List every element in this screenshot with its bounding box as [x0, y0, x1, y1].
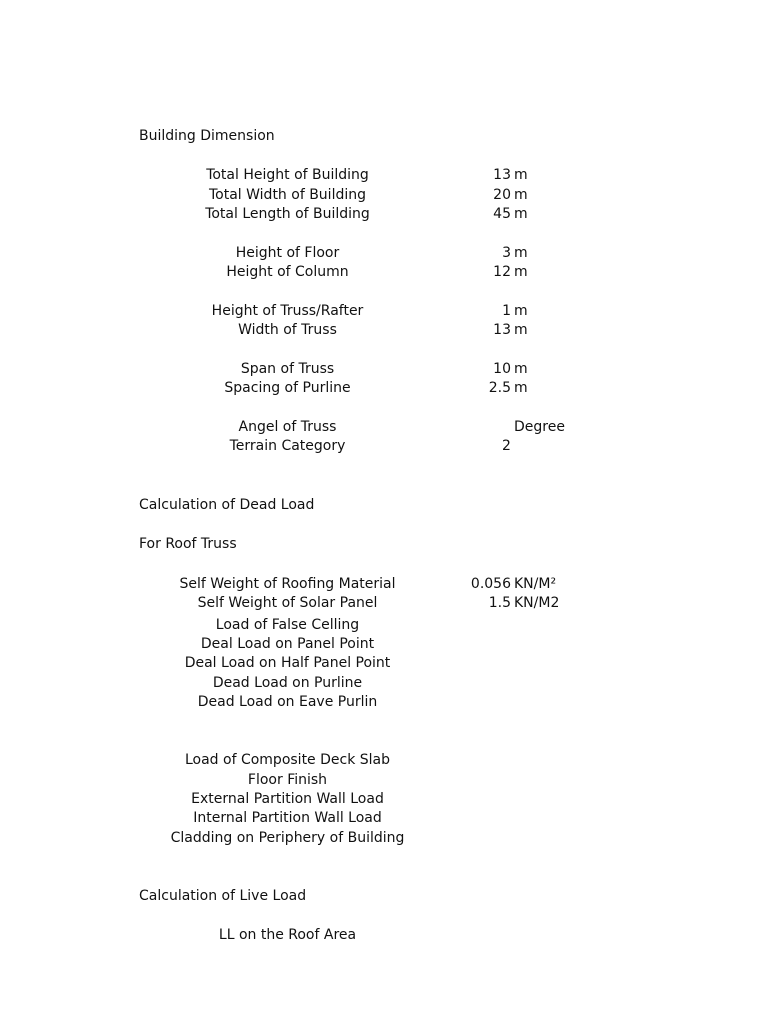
total-height-unit: m	[514, 167, 528, 183]
total-width-value: 20	[493, 187, 511, 203]
heading-live-load: Calculation of Live Load	[139, 888, 307, 904]
roofing-weight-unit: KN/M²	[514, 576, 557, 592]
internal-wall-label: Internal Partition Wall Load	[193, 810, 382, 826]
external-wall-label: External Partition Wall Load	[191, 791, 384, 807]
height-truss-label: Height of Truss/Rafter	[211, 303, 364, 319]
height-column-value: 12	[493, 264, 511, 280]
row-floor-finish	[0, 772, 768, 792]
total-width-unit: m	[514, 187, 528, 203]
total-height-label: Total Height of Building	[206, 167, 369, 183]
row-total-length	[0, 206, 768, 226]
row-cladding	[0, 830, 768, 850]
height-floor-unit: m	[514, 245, 528, 261]
width-truss-label: Width of Truss	[238, 322, 337, 338]
heading-building-dimension: Building Dimension	[139, 128, 275, 144]
row-deck-slab	[0, 752, 768, 772]
row-purline	[0, 675, 768, 695]
row-eave-purlin	[0, 694, 768, 714]
row-angel-truss	[0, 419, 768, 439]
total-length-unit: m	[514, 206, 528, 222]
height-floor-value: 3	[502, 245, 511, 261]
row-internal-wall	[0, 810, 768, 830]
row-solar-weight	[0, 595, 768, 615]
panel-point-label: Deal Load on Panel Point	[200, 636, 375, 652]
width-truss-value: 13	[493, 322, 511, 338]
deck-slab-label: Load of Composite Deck Slab	[184, 752, 391, 768]
false-ceiling-label: Load of False Celling	[215, 617, 360, 633]
solar-weight-label: Self Weight of Solar Panel	[197, 595, 378, 611]
total-length-label: Total Length of Building	[205, 206, 370, 222]
spacing-purline-value: 2.5	[488, 380, 511, 396]
height-column-unit: m	[514, 264, 528, 280]
row-half-panel-point	[0, 655, 768, 675]
row-ll-roof	[0, 927, 768, 947]
row-height-column	[0, 264, 768, 284]
cladding-label: Cladding on Periphery of Building	[170, 830, 405, 846]
row-total-width	[0, 187, 768, 207]
height-floor-label: Height of Floor	[235, 245, 340, 261]
row-total-height	[0, 167, 768, 187]
width-truss-unit: m	[514, 322, 528, 338]
height-truss-unit: m	[514, 303, 528, 319]
total-width-label: Total Width of Building	[208, 187, 366, 203]
row-height-floor	[0, 245, 768, 265]
angel-truss-unit: Degree	[514, 419, 565, 435]
total-length-value: 45	[493, 206, 511, 222]
row-height-truss	[0, 303, 768, 323]
roofing-weight-label: Self Weight of Roofing Material	[179, 576, 396, 592]
purline-label: Dead Load on Purline	[212, 675, 363, 691]
eave-purlin-label: Dead Load on Eave Purlin	[197, 694, 378, 710]
row-width-truss	[0, 322, 768, 342]
row-panel-point	[0, 636, 768, 656]
half-panel-point-label: Deal Load on Half Panel Point	[184, 655, 391, 671]
solar-weight-value: 1.5	[488, 595, 511, 611]
spacing-purline-unit: m	[514, 380, 528, 396]
ll-roof-label: LL on the Roof Area	[218, 927, 357, 943]
row-span-truss	[0, 361, 768, 381]
span-truss-value: 10	[493, 361, 511, 377]
row-spacing-purline	[0, 380, 768, 400]
row-external-wall	[0, 791, 768, 811]
angel-truss-label: Angel of Truss	[238, 419, 337, 435]
solar-weight-unit: KN/M2	[514, 595, 560, 611]
span-truss-unit: m	[514, 361, 528, 377]
terrain-value: 2	[502, 438, 511, 454]
heading-roof-truss: For Roof Truss	[139, 536, 237, 552]
row-false-ceiling	[0, 617, 768, 637]
terrain-label: Terrain Category	[229, 438, 346, 454]
floor-finish-label: Floor Finish	[247, 772, 328, 788]
span-truss-label: Span of Truss	[240, 361, 335, 377]
row-roofing-weight	[0, 576, 768, 596]
roofing-weight-value: 0.056	[470, 576, 511, 592]
heading-dead-load: Calculation of Dead Load	[139, 497, 315, 513]
height-column-label: Height of Column	[226, 264, 349, 280]
spacing-purline-label: Spacing of Purline	[224, 380, 351, 396]
height-truss-value: 1	[502, 303, 511, 319]
row-terrain	[0, 438, 768, 458]
total-height-value: 13	[493, 167, 511, 183]
